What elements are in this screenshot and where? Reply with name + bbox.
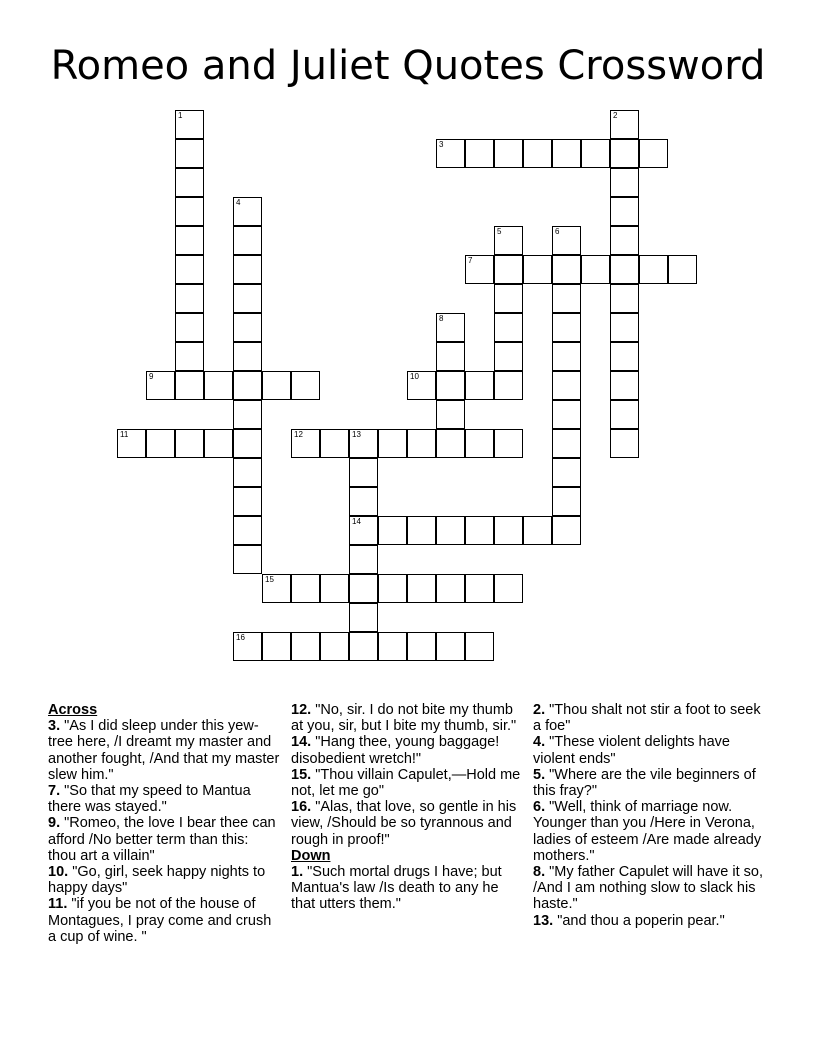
cell-number: 6	[555, 227, 560, 236]
clues-column-3	[533, 702, 765, 929]
grid-cell[interactable]	[465, 632, 494, 661]
grid-cell[interactable]	[436, 632, 465, 661]
page-title: Romeo and Juliet Quotes Crossword	[50, 43, 766, 89]
grid-cell[interactable]	[523, 516, 552, 545]
cell-number: 5	[497, 227, 502, 236]
across-heading: Across	[48, 702, 98, 718]
grid-cell[interactable]	[146, 371, 175, 400]
grid-cell[interactable]	[494, 574, 523, 603]
grid-cell[interactable]	[349, 516, 378, 545]
grid-cell[interactable]	[349, 603, 378, 632]
grid-cell[interactable]	[233, 226, 262, 255]
cell-number: 14	[352, 517, 361, 526]
grid-cell[interactable]	[494, 139, 523, 168]
grid-cell[interactable]	[494, 255, 523, 284]
grid-cell[interactable]	[378, 429, 407, 458]
grid-cell[interactable]	[610, 226, 639, 255]
cell-number: 1	[178, 111, 183, 120]
grid-cell[interactable]	[349, 632, 378, 661]
grid-cell[interactable]	[233, 400, 262, 429]
grid-cell[interactable]	[610, 110, 639, 139]
grid-cell[interactable]	[117, 429, 146, 458]
grid-cell[interactable]	[436, 429, 465, 458]
grid-cell[interactable]	[320, 632, 349, 661]
grid-cell[interactable]	[378, 632, 407, 661]
grid-cell[interactable]	[581, 255, 610, 284]
clue-across-7: 7. "So that my speed to Mantua there was stayed."	[48, 783, 251, 816]
cell-number: 13	[352, 430, 361, 439]
clue-down-6: 6. "Well, think of marriage now. Younger than you /Here in Verona, ladies of esteem /Are made already mothers."	[533, 799, 762, 864]
grid-cell[interactable]	[610, 342, 639, 371]
grid-cell[interactable]	[465, 371, 494, 400]
grid-cell[interactable]	[436, 313, 465, 342]
grid-cell[interactable]	[291, 371, 320, 400]
grid-cell[interactable]	[465, 516, 494, 545]
grid-cell[interactable]	[552, 313, 581, 342]
grid-cell[interactable]	[233, 516, 262, 545]
grid-cell[interactable]	[639, 139, 668, 168]
grid-cell[interactable]	[552, 255, 581, 284]
grid-cell[interactable]	[552, 371, 581, 400]
clues-column-2	[291, 702, 523, 913]
grid-cell[interactable]	[349, 429, 378, 458]
cell-number: 9	[149, 372, 154, 381]
grid-cell[interactable]	[552, 342, 581, 371]
clue-across-11: 11. "if you be not of the house of Montagues, I pray come and crush a cup of wine. "	[48, 896, 272, 945]
grid-cell[interactable]	[291, 574, 320, 603]
grid-cell[interactable]	[465, 429, 494, 458]
clue-across-9: 9. "Romeo, the love I bear thee can afford /No better term than this: thou art a villain"	[48, 815, 276, 864]
clue-down-2: 2. "Thou shalt not stir a foot to seek a foe"	[533, 702, 761, 735]
grid-cell[interactable]	[175, 110, 204, 139]
grid-cell[interactable]	[610, 255, 639, 284]
grid-cell[interactable]	[175, 255, 204, 284]
grid-cell[interactable]	[349, 574, 378, 603]
clue-down-13: 13. "and thou a poperin pear."	[533, 912, 725, 929]
grid-cell[interactable]	[204, 429, 233, 458]
grid-cell[interactable]	[233, 371, 262, 400]
grid-cell[interactable]	[175, 313, 204, 342]
grid-cell[interactable]	[262, 632, 291, 661]
grid-cell[interactable]	[233, 313, 262, 342]
clue-down-4: 4. "These violent delights have violent ends"	[533, 734, 730, 767]
grid-cell[interactable]	[552, 226, 581, 255]
grid-cell[interactable]	[610, 197, 639, 226]
grid-cell[interactable]	[175, 139, 204, 168]
grid-cell[interactable]	[233, 197, 262, 226]
grid-cell[interactable]	[639, 255, 668, 284]
cell-number: 4	[236, 198, 241, 207]
grid-cell[interactable]	[552, 516, 581, 545]
grid-cell[interactable]	[349, 458, 378, 487]
grid-cell[interactable]	[552, 139, 581, 168]
clue-across-15: 15. "Thou villain Capulet,—Hold me not, let me go"	[291, 766, 521, 800]
grid-cell[interactable]	[262, 574, 291, 603]
grid-cell[interactable]	[407, 429, 436, 458]
grid-cell[interactable]	[465, 574, 494, 603]
grid-cell[interactable]	[436, 516, 465, 545]
grid-cell[interactable]	[349, 487, 378, 516]
grid-cell[interactable]	[465, 255, 494, 284]
clue-across-12: 12. "No, sir. I do not bite my thumb at you, sir, but I bite my thumb, sir."	[291, 702, 517, 735]
grid-cell[interactable]	[262, 371, 291, 400]
grid-cell[interactable]	[233, 429, 262, 458]
cell-number: 15	[265, 575, 274, 584]
grid-cell[interactable]	[175, 226, 204, 255]
grid-cell[interactable]	[146, 429, 175, 458]
grid-cell[interactable]	[436, 574, 465, 603]
grid-cell[interactable]	[436, 371, 465, 400]
clue-down-8: 8. "My father Capulet will have it so, /And I am nothing slow to slack his haste."	[533, 864, 763, 913]
grid-cell[interactable]	[233, 545, 262, 574]
grid-cell[interactable]	[581, 139, 610, 168]
grid-cell[interactable]	[494, 342, 523, 371]
grid-cell[interactable]	[233, 284, 262, 313]
grid-cell[interactable]	[436, 139, 465, 168]
grid-cell[interactable]	[436, 400, 465, 429]
grid-cell[interactable]	[291, 429, 320, 458]
grid-cell[interactable]	[552, 284, 581, 313]
grid-cell[interactable]	[610, 139, 639, 168]
grid-cell[interactable]	[233, 487, 262, 516]
cell-number: 10	[410, 372, 419, 381]
grid-cell[interactable]	[465, 139, 494, 168]
grid-cell[interactable]	[407, 574, 436, 603]
grid-cell[interactable]	[523, 139, 552, 168]
grid-cell[interactable]	[233, 255, 262, 284]
grid-cell[interactable]	[494, 371, 523, 400]
grid-cell[interactable]	[175, 168, 204, 197]
cell-number: 11	[120, 430, 129, 439]
grid-cell[interactable]	[668, 255, 697, 284]
cell-number: 8	[439, 314, 444, 323]
clue-across-14: 14. "Hang thee, young baggage! disobedient wretch!"	[291, 734, 500, 767]
grid-cell[interactable]	[378, 574, 407, 603]
cell-number: 12	[294, 430, 303, 439]
grid-cell[interactable]	[320, 574, 349, 603]
grid-cell[interactable]	[233, 632, 262, 661]
grid-cell[interactable]	[436, 342, 465, 371]
grid-cell[interactable]	[175, 371, 204, 400]
grid-cell[interactable]	[175, 342, 204, 371]
grid-cell[interactable]	[494, 429, 523, 458]
grid-cell[interactable]	[204, 371, 233, 400]
grid-cell[interactable]	[610, 168, 639, 197]
cell-number: 3	[439, 140, 444, 149]
grid-cell[interactable]	[407, 516, 436, 545]
grid-cell[interactable]	[407, 371, 436, 400]
grid-cell[interactable]	[552, 487, 581, 516]
grid-cell[interactable]	[610, 371, 639, 400]
grid-cell[interactable]	[610, 284, 639, 313]
grid-cell[interactable]	[552, 400, 581, 429]
cell-number: 16	[236, 633, 245, 642]
grid-cell[interactable]	[610, 313, 639, 342]
grid-cell[interactable]	[552, 429, 581, 458]
grid-cell[interactable]	[494, 226, 523, 255]
grid-cell[interactable]	[349, 545, 378, 574]
cell-number: 7	[468, 256, 473, 265]
down-heading: Down	[291, 847, 331, 864]
clue-down-1: 1. "Such mortal drugs I have; but Mantua's law /Is death to any he that utters them."	[291, 864, 502, 913]
grid-cell[interactable]	[233, 342, 262, 371]
clue-down-5: 5. "Where are the vile beginners of this fray?"	[533, 766, 756, 800]
grid-cell[interactable]	[407, 632, 436, 661]
grid-cell[interactable]	[378, 516, 407, 545]
clues-column-1	[48, 702, 280, 945]
grid-cell[interactable]	[494, 313, 523, 342]
grid-cell[interactable]	[523, 255, 552, 284]
grid-cell[interactable]	[320, 429, 349, 458]
grid-cell[interactable]	[494, 516, 523, 545]
clue-across-3: 3. "As I did sleep under this yew-tree here, /I dreamt my master and another fought, /And that my master slew him."	[48, 718, 280, 783]
grid-cell[interactable]	[175, 197, 204, 226]
grid-cell[interactable]	[494, 284, 523, 313]
cell-number: 2	[613, 111, 618, 120]
grid-cell[interactable]	[610, 429, 639, 458]
grid-cell[interactable]	[175, 284, 204, 313]
clue-across-10: 10. "Go, girl, seek happy nights to happy days"	[48, 864, 266, 897]
clue-across-16: 16. "Alas, that love, so gentle in his view, /Should be so tyrannous and rough in proof!"	[291, 799, 517, 848]
grid-cell[interactable]	[291, 632, 320, 661]
grid-cell[interactable]	[233, 458, 262, 487]
grid-cell[interactable]	[175, 429, 204, 458]
grid-cell[interactable]	[552, 458, 581, 487]
grid-cell[interactable]	[610, 400, 639, 429]
